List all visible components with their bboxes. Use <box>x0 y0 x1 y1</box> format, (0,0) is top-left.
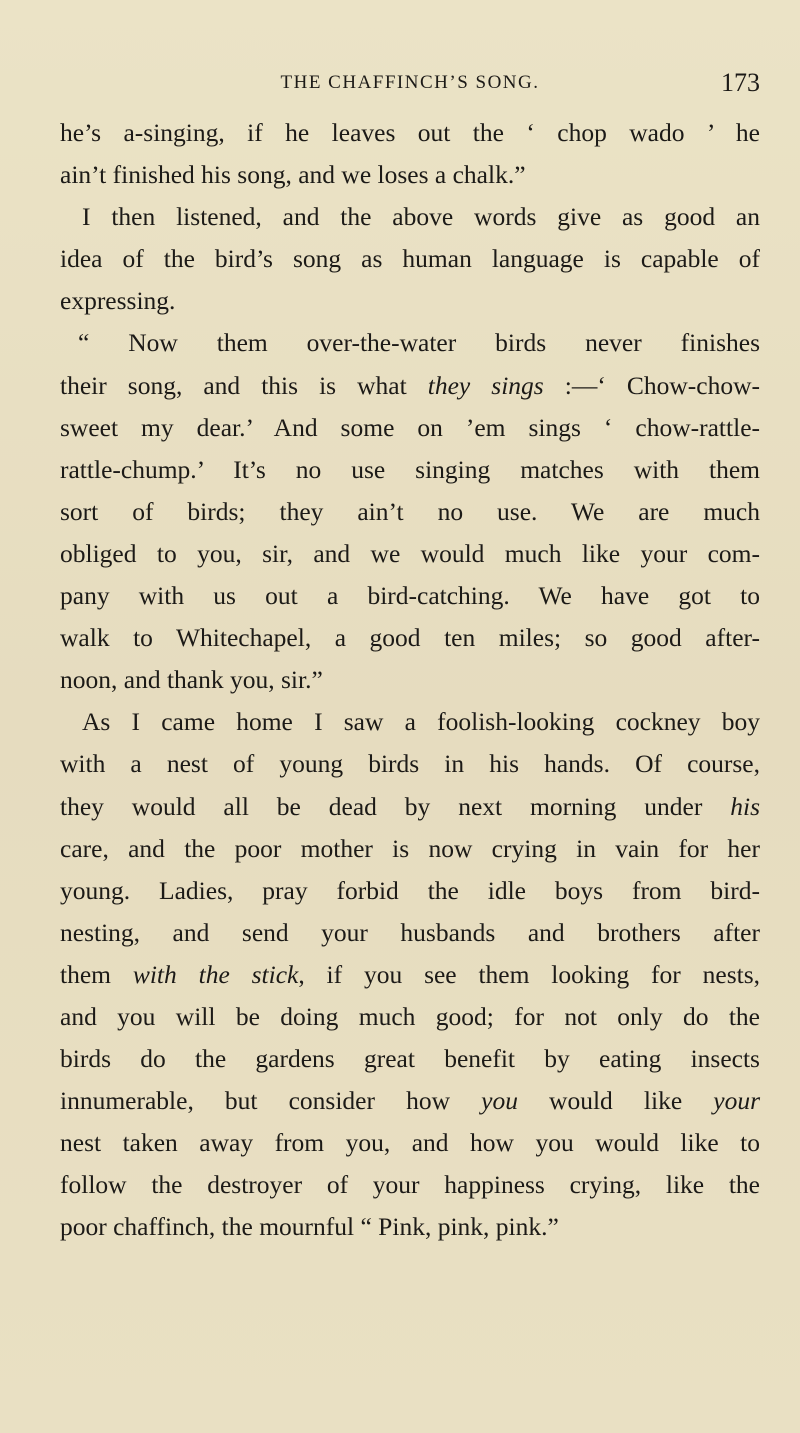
text-line: their song, and this is what they sings :—‘ Chow-chow- <box>60 370 761 400</box>
italic-emphasis: his <box>730 791 760 821</box>
text-line: young. Ladies, pray forbid the idle boys from bird- <box>60 875 760 905</box>
italic-emphasis: with the stick <box>132 959 299 989</box>
page-header <box>60 68 760 112</box>
body-text <box>60 112 760 1249</box>
text-line: follow the destroyer of your happiness crying, like the <box>60 1170 760 1200</box>
text-line: they would all be dead by next morning under his <box>60 791 760 821</box>
text-line: care, and the poor mother is now crying in vain for her <box>60 833 760 863</box>
text-line: “ Now them over-the-water birds never finishes <box>78 328 760 358</box>
text-line: sweet my dear.’ And some on ’em sings ‘ chow-rattle- <box>60 412 760 442</box>
text-line: nesting, and send your husbands and brothers after <box>60 917 760 947</box>
page-number: 173 <box>721 68 760 97</box>
italic-emphasis: your <box>713 1086 760 1116</box>
text-line: with a nest of young birds in his hands. Of course, <box>60 749 760 779</box>
text-line: poor chaffinch, the mournful “ Pink, pink, pink.” <box>60 1212 559 1242</box>
text-line: pany with us out a bird-catching. We have got to <box>60 581 760 611</box>
text-line: obliged to you, sir, and we would much like your com- <box>60 538 760 568</box>
text-line: rattle-chump.’ It’s no use singing matches with them <box>60 454 760 484</box>
text-line: walk to Whitechapel, a good ten miles; so good after- <box>60 623 760 653</box>
text-line: expressing. <box>60 286 176 316</box>
text-line: As I came home I saw a foolish-looking cockney boy <box>82 707 760 737</box>
text-line: noon, and thank you, sir.” <box>60 665 323 695</box>
italic-emphasis: they sings <box>427 370 544 400</box>
text-line: sort of birds; they ain’t no use. We are much <box>60 496 760 526</box>
text-line: them with the stick, if you see them looking for nests, <box>60 959 761 989</box>
text-line: nest taken away from you, and how you would like to <box>60 1128 760 1158</box>
text-line: birds do the gardens great benefit by eating insects <box>60 1044 760 1074</box>
text-line: ain’t finished his song, and we loses a chalk.” <box>60 160 526 190</box>
text-line: he’s a-singing, if he leaves out the ‘ chop wado ’ he <box>60 118 760 147</box>
text-line: idea of the bird’s song as human language is capable of <box>60 244 760 274</box>
italic-emphasis: you <box>481 1086 518 1116</box>
text-line: I then listened, and the above words give as good an <box>82 202 760 232</box>
text-line: and you will be doing much good; for not only do the <box>60 1001 760 1031</box>
text-line: innumerable, but consider how you would like your <box>60 1086 760 1116</box>
running-head: THE CHAFFINCH’S SONG. <box>280 72 540 93</box>
